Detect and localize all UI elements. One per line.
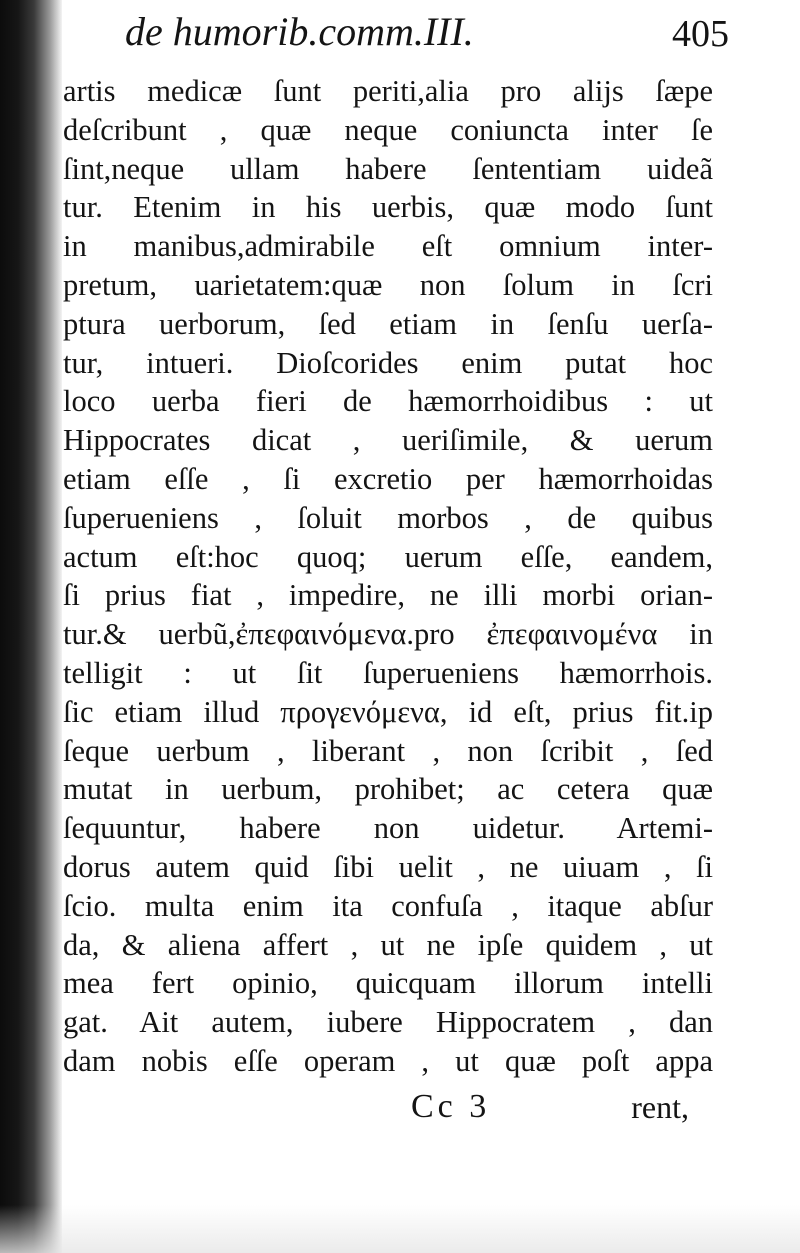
text-line: tur. Etenim in his uerbis, quæ modo ſunt [63,190,713,225]
body-text [63,72,713,1081]
text-line: telligit : ut ſit ſuperueniens hæmorrhois. [63,655,713,690]
text-line: da, & aliena affert , ut ne ipſe quidem , ut [63,927,713,962]
text-line: ſuperueniens , ſoluit morbos , de quibus [63,500,713,535]
signature-mark: Cc 3 [411,1087,491,1125]
text-line: ptura uerborum, ſed etiam in ſenſu uerſa- [63,306,713,341]
text-line: gat. Ait autem, iubere Hippocratem , dan [63,1005,713,1040]
text-line: etiam eſſe , ſi excretio per hæmorrhoidas [63,461,713,496]
text-line: pretum, uarietatem:quæ non ſolum in ſcri [63,267,713,302]
text-line: ſeque uerbum , liberant , non ſcribit , ſed [63,733,713,768]
text-line: ſic etiam illud προγενόμενα, id eſt, prius fit.ip [63,694,713,729]
text-line: tur, intueri. Dioſcorides enim putat hoc [63,345,713,380]
text-line: tur.& uerbũ,ἐπεφαινόμενα.pro ἐπεφαινομένα in [63,617,713,652]
page-number: 405 [672,13,729,55]
text-line: Hippocrates dicat , ueriſimile, & uerum [63,423,713,458]
text-line: loco uerba fieri de hæmorrhoidibus : ut [63,384,713,419]
text-line: mutat in uerbum, prohibet; ac cetera quæ [63,772,713,807]
text-line: actum eſt:hoc quoq; uerum eſſe, eandem, [63,539,713,574]
binding-shadow [0,0,62,1253]
catchword: rent, [631,1088,689,1125]
page-bottom-shade [0,1205,800,1253]
text-line: in manibus,admirabile eſt omnium inter- [63,229,713,264]
text-line: ſcio. multa enim ita confuſa , itaque abſur [63,888,713,923]
text-line: dam nobis eſſe operam , ut quæ poſt appa [63,1043,713,1078]
running-head: de humorib.comm.III. [125,9,474,54]
text-line: artis medicæ ſunt periti,alia pro alijs ſæpe [63,74,713,108]
text-block [63,0,789,1143]
text-line: ſequuntur, habere non uidetur. Artemi- [63,811,713,846]
text-line: ſi prius fiat , impedire, ne illi morbi orian- [63,578,713,613]
page-header [63,0,789,72]
text-line: mea fert opinio, quicquam illorum intelli [63,966,713,1001]
text-line: deſcribunt , quæ neque coniuncta inter ſe [63,112,713,147]
text-line: dorus autem quid ſibi uelit , ne uiuam , ſi [63,849,713,884]
text-line: ſint,neque ullam habere ſententiam uideã [63,151,713,186]
page-footer [63,1083,789,1143]
